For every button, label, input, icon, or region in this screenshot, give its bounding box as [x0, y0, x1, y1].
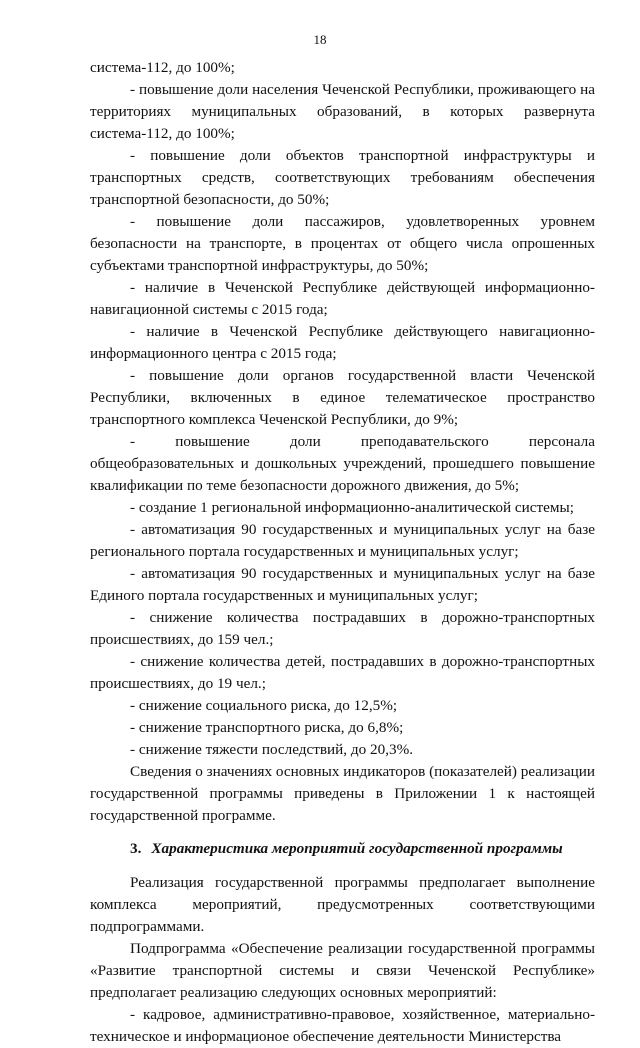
list-item: - снижение тяжести последствий, до 20,3%.: [130, 741, 414, 758]
paragraph: Реализация государственной программы предполагает выполнение комплекса мероприятий, предусмотренных соответствующими подпрограммами.: [90, 874, 595, 935]
list-item: - автоматизация 90 государственных и муниципальных услуг на базе регионального портала государственных и муниципальных услуг;: [90, 521, 595, 560]
paragraph: Подпрограмма «Обеспечение реализации государственной программы «Развитие транспортной системы и связи Чеченской Республике» предполагает реализацию следующих основных мероприятий:: [90, 940, 595, 1001]
list-item: - снижение количества пострадавших в дорожно-транспортных происшествиях, до 159 чел.;: [90, 609, 595, 648]
page-number: 18: [313, 32, 327, 47]
list-item: - повышение доли органов государственной власти Чеченской Республики, включенных в единое телематическое пространство транспортного комплекса Чеченской Республики, до 9%;: [90, 367, 595, 428]
list-item: - повышение доли населения Чеченской Республики, проживающего на территориях муниципальных образований, в которых развернута система-112, до 100%;: [90, 81, 595, 142]
section-title: Характеристика мероприятий государственной программы: [151, 840, 563, 857]
paragraph: Сведения о значениях основных индикаторов (показателей) реализации государственной программы приведены в Приложении 1 к настоящей государственной программе.: [90, 763, 595, 824]
list-item: - снижение транспортного риска, до 6,8%;: [130, 719, 404, 736]
document-body: [90, 57, 595, 1048]
list-item: - наличие в Чеченской Республике действующего навигационно-информационного центра с 2015 года;: [90, 323, 595, 362]
list-item: - повышение доли преподавательского персонала общеобразовательных и дошкольных учреждений, прошедшего повышение квалификации по теме безопасности дорожного движения, до 5%;: [90, 433, 595, 494]
list-item: - наличие в Чеченской Республике действующей информационно-навигационной системы с 2015 года;: [90, 279, 595, 318]
paragraph: система-112, до 100%;: [90, 59, 235, 76]
list-item: - снижение социального риска, до 12,5%;: [130, 697, 398, 714]
list-item: - повышение доли объектов транспортной инфраструктуры и транспортных средств, соответствующих требованиям обеспечения транспортной безопасности, до 50%;: [90, 147, 595, 208]
list-item: - повышение доли пассажиров, удовлетворенных уровнем безопасности на транспорте, в процентах от общего числа опрошенных субъектами транспортной инфраструктуры, до 50%;: [90, 213, 595, 274]
section-heading: [90, 838, 595, 860]
list-item: - снижение количества детей, пострадавших в дорожно-транспортных происшествиях, до 19 чел.;: [90, 653, 595, 692]
list-item: - кадровое, административно-правовое, хозяйственное, материально-техническое и информационое обеспечение деятельности Министерства: [90, 1006, 595, 1045]
section-number: 3.: [130, 840, 142, 857]
list-item: - создание 1 региональной информационно-аналитической системы;: [130, 499, 574, 516]
list-item: - автоматизация 90 государственных и муниципальных услуг на базе Единого портала государственных и муниципальных услуг;: [90, 565, 595, 604]
